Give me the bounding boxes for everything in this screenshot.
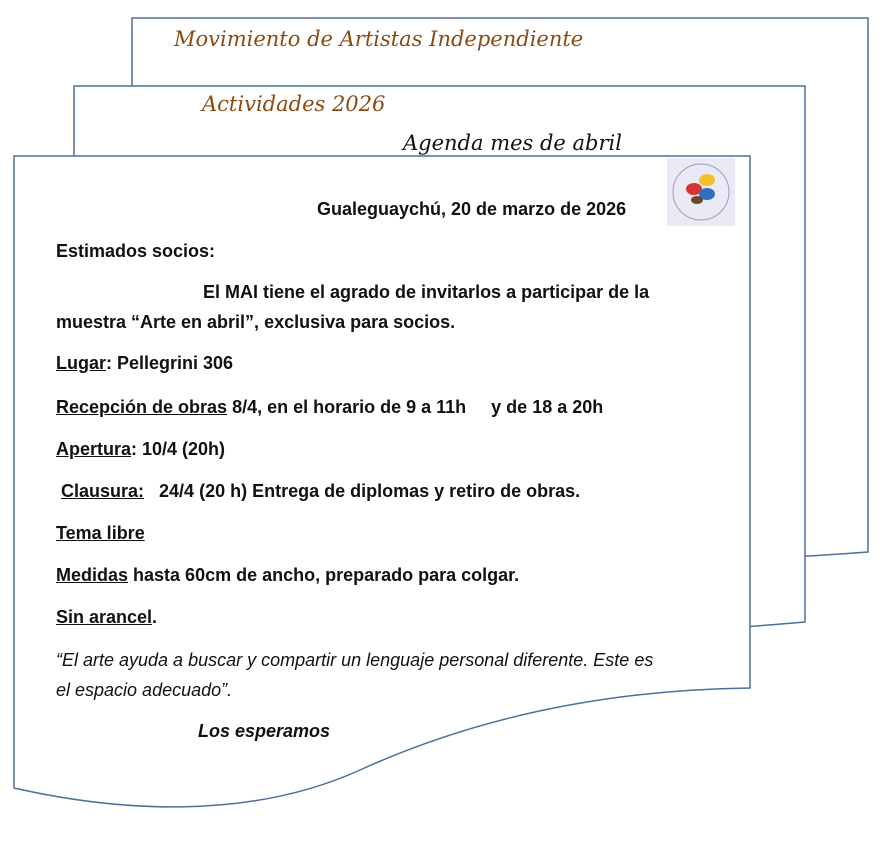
apertura-value: : 10/4 (20h)	[131, 439, 226, 459]
lugar-value: : Pellegrini 306	[106, 353, 234, 373]
closing: Los esperamos	[198, 721, 331, 741]
medidas-line	[56, 565, 519, 586]
medidas-label: Medidas	[56, 565, 129, 585]
lugar-label: Lugar	[56, 353, 107, 373]
quote-line-2: el espacio adecuado”.	[56, 680, 233, 700]
clausura-line	[61, 481, 580, 502]
clausura-value: 24/4 (20 h) Entrega de diplomas y retiro de obras.	[144, 481, 581, 501]
arancel-label: Sin arancel	[56, 607, 153, 627]
letter-date: Gualeguaychú, 20 de marzo de 2026	[317, 199, 627, 219]
lugar-line	[56, 353, 233, 374]
apertura-line	[56, 439, 225, 460]
tema-label: Tema libre	[56, 523, 145, 543]
intro-line-2: muestra “Arte en abril”, exclusiva para socios.	[56, 312, 456, 332]
intro-line-1: El MAI tiene el agrado de invitarlos a participar de la	[203, 282, 650, 302]
recepcion-line	[56, 397, 603, 418]
quote-line-1: “El arte ayuda a buscar y compartir un lenguaje personal diferente. Este es	[56, 650, 654, 670]
tema-line	[56, 523, 145, 544]
agenda-title: Agenda mes de abril	[403, 131, 622, 155]
recepcion-value: 8/4, en el horario de 9 a 11h y de 18 a 20h	[227, 397, 604, 417]
activities-title: Actividades 2026	[202, 92, 386, 116]
clausura-label: Clausura:	[61, 481, 145, 501]
movement-title: Movimiento de Artistas Independiente	[174, 27, 584, 51]
hands-logo-icon	[667, 158, 735, 226]
arancel-value: .	[152, 607, 158, 627]
arancel-line	[56, 607, 157, 628]
greeting: Estimados socios:	[56, 241, 216, 261]
recepcion-label: Recepción de obras	[56, 397, 228, 417]
apertura-label: Apertura	[56, 439, 132, 459]
mai-logo	[667, 158, 735, 226]
medidas-value: hasta 60cm de ancho, preparado para colgar.	[128, 565, 520, 585]
